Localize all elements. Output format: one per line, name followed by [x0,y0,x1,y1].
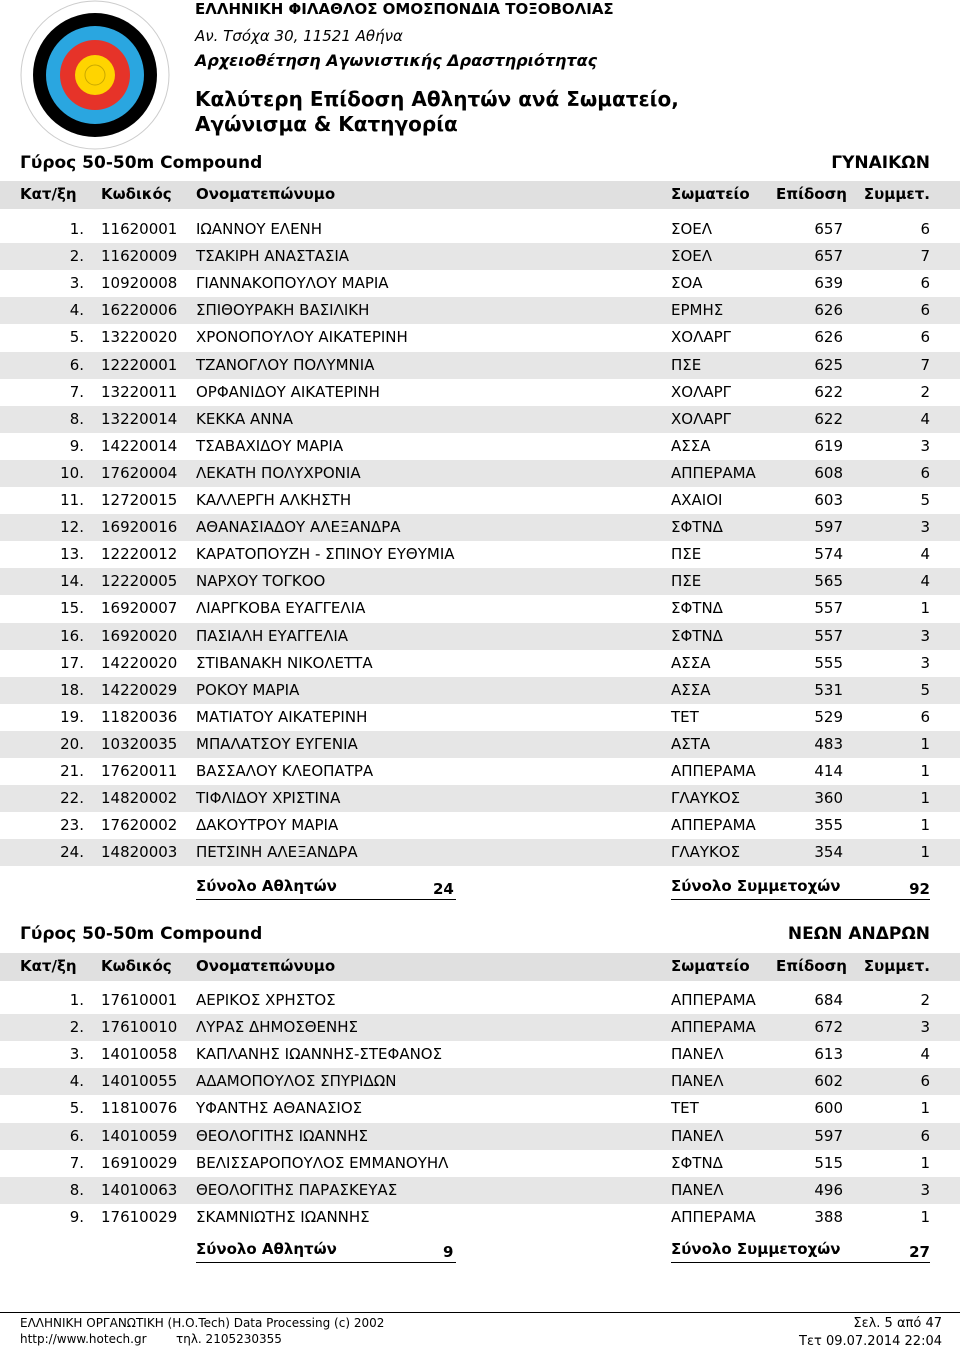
department-title: Αρχειοθέτηση Αγωνιστικής Δραστηριότητας [195,51,598,70]
totals-divider [671,899,930,900]
score-cell: 684 [814,991,843,1009]
name-cell: ΣΤΙΒΑΝΑΚΗ ΝΙΚΟΛΕΤΤΑ [196,653,373,672]
code-cell: 16920016 [101,518,178,537]
club-cell: ΑΠΠΕΡΑΜΑ [671,816,756,835]
code-cell: 12220012 [101,545,178,564]
code-cell: 10920008 [101,274,178,293]
rank-cell: 10. [60,463,84,482]
code-cell: 13220011 [101,382,178,401]
club-cell: ΠΑΝΕΛ [671,1126,724,1145]
participations-total-value: 27 [909,1243,930,1261]
participations-cell: 1 [920,734,930,753]
code-cell: 17610001 [101,991,178,1009]
table-row [0,324,960,351]
club-cell: ΠΑΝΕΛ [671,1045,724,1064]
club-cell: ΑΣΣΑ [671,680,711,699]
name-cell: ΤΙΦΛΙΔΟΥ ΧΡΙΣΤΙΝΑ [196,789,341,808]
athletes-total-label: Σύνολο Αθλητών [196,1240,337,1258]
code-cell: 14220020 [101,653,178,672]
score-cell: 354 [814,843,843,862]
rank-cell: 3. [69,1045,84,1064]
participations-cell: 1 [920,1099,930,1118]
score-cell: 483 [814,734,843,753]
club-cell: ΣΟΑ [671,274,703,293]
table-row [0,406,960,433]
name-cell: ΛΥΡΑΣ ΔΗΜΟΣΘΕΝΗΣ [196,1018,359,1037]
code-cell: 11620001 [101,220,178,238]
column-header-row [0,953,960,981]
col-category: Κατ/ξη [20,185,77,203]
col-participations: Συμμετ. [863,185,930,203]
participations-total-label: Σύνολο Συμμετοχών [671,1240,841,1258]
code-cell: 13220020 [101,328,178,347]
club-cell: ΑΣΤΑ [671,734,711,753]
code-cell: 14010063 [101,1180,178,1199]
code-cell: 17620002 [101,816,178,835]
rank-cell: 9. [69,436,84,455]
report-title-line2: Αγώνισμα & Κατηγορία [195,112,458,136]
club-cell: ΧΟΛΑΡΓ [671,328,732,347]
club-cell: ΣΦΤΝΔ [671,599,723,618]
code-cell: 17620011 [101,762,178,780]
rank-cell: 15. [60,599,84,618]
score-cell: 603 [814,491,843,509]
name-cell: ΚΕΚΚΑ ΑΝΝΑ [196,409,293,428]
name-cell: ΛΙΑΡΓΚΟΒΑ ΕΥΑΓΓΕΛΙΑ [196,599,366,618]
score-cell: 496 [814,1180,843,1199]
participations-cell: 6 [920,274,930,293]
col-score: Επίδοση [776,185,847,203]
rank-cell: 4. [69,1072,84,1091]
name-cell: ΑΘΑΝΑΣΙΑΔΟΥ ΑΛΕΞΑΝΔΡΑ [196,518,401,537]
footer-date: Τετ 09.07.2014 22:04 [799,1334,942,1349]
rank-cell: 11. [60,491,84,509]
code-cell: 14010055 [101,1072,178,1091]
club-cell: ΑΣΣΑ [671,653,711,672]
footer-phone: τηλ. 2105230355 [176,1332,282,1346]
rank-cell: 8. [69,409,84,428]
table-row [0,1150,960,1177]
section-round: Γύρος 50-50m Compound [20,153,263,173]
name-cell: ΒΕΛΙΣΣΑΡΟΠΟΥΛΟΣ ΕΜΜΑΝΟΥΗΛ [196,1153,449,1172]
rank-cell: 20. [60,734,84,753]
code-cell: 11810076 [101,1099,178,1118]
name-cell: ΤΣΑΚΙΡΗ ΑΝΑΣΤΑΣΙΑ [196,247,350,266]
score-cell: 597 [814,1126,843,1145]
code-cell: 13220014 [101,409,178,428]
rank-cell: 23. [60,816,84,835]
name-cell: ΚΑΛΛΕΡΓΗ ΑΛΚΗΣΤΗ [196,491,352,509]
report-title-line1: Καλύτερη Επίδοση Αθλητών ανά Σωματείο, [195,87,679,111]
rank-cell: 4. [69,301,84,320]
name-cell: ΝΑΡΧΟΥ ΤΟΓΚΟΟ [196,572,326,591]
club-cell: ΤΕΤ [671,707,699,726]
table-row [0,460,960,487]
club-cell: ΑΠΠΕΡΑΜΑ [671,991,756,1009]
table-row [0,595,960,622]
col-participations: Συμμετ. [863,957,930,975]
table-row [0,785,960,812]
participations-cell: 1 [920,843,930,862]
table-row [0,433,960,460]
score-cell: 622 [814,409,843,428]
club-cell: ΕΡΜΗΣ [671,301,724,320]
participations-cell: 2 [920,382,930,401]
code-cell: 14010059 [101,1126,178,1145]
participations-cell: 1 [920,1207,930,1226]
score-cell: 657 [814,220,843,238]
code-cell: 14820003 [101,843,178,862]
table-row [0,379,960,406]
score-cell: 360 [814,789,843,808]
column-header-row [0,181,960,209]
score-cell: 602 [814,1072,843,1091]
name-cell: ΘΕΟΛΟΓΙΤΗΣ ΙΩΑΝΝΗΣ [196,1126,368,1145]
name-cell: ΠΕΤΣΙΝΗ ΑΛΕΞΑΝΔΡΑ [196,843,358,862]
athletes-total-value: 24 [433,880,454,898]
footer-company: ΕΛΛΗΝΙΚΗ ΟΡΓΑΝΩΤΙΚΗ (Η.Ο.Tech) Data Processing (c) 2002 [20,1316,385,1330]
name-cell: ΣΚΑΜΝΙΩΤΗΣ ΙΩΑΝΝΗΣ [196,1207,370,1226]
rank-cell: 21. [60,762,84,780]
rank-cell: 6. [69,1126,84,1145]
name-cell: ΣΠΙΘΟΥΡΑΚΗ ΒΑΣΙΛΙΚΗ [196,301,370,320]
name-cell: ΓΙΑΝΝΑΚΟΠΟΥΛΟΥ ΜΑΡΙΑ [196,274,389,293]
club-cell: ΑΣΣΑ [671,436,711,455]
rank-cell: 19. [60,707,84,726]
table-row [0,243,960,270]
club-cell: ΠΣΕ [671,545,702,564]
table-row [0,677,960,704]
footer-page: Σελ. 5 από 47 [853,1316,942,1331]
table-row [0,704,960,731]
score-cell: 531 [814,680,843,699]
code-cell: 14820002 [101,789,178,808]
participations-cell: 4 [920,409,930,428]
section-category: ΓΥΝΑΙΚΩΝ [831,153,930,173]
code-cell: 12220001 [101,355,178,374]
section-round: Γύρος 50-50m Compound [20,924,263,944]
rank-cell: 7. [69,382,84,401]
name-cell: ΡΟΚΟΥ ΜΑΡΙΑ [196,680,300,699]
table-row [0,568,960,595]
participations-cell: 6 [920,1072,930,1091]
score-cell: 574 [814,545,843,564]
participations-cell: 3 [920,518,930,537]
participations-cell: 6 [920,707,930,726]
code-cell: 16920007 [101,599,178,618]
name-cell: ΜΠΑΛΑΤΣΟΥ ΕΥΓΕΝΙΑ [196,734,358,753]
club-cell: ΑΠΠΕΡΑΜΑ [671,463,756,482]
rank-cell: 9. [69,1207,84,1226]
section-category: ΝΕΩΝ ΑΝΔΡΩΝ [787,924,930,944]
participations-cell: 1 [920,816,930,835]
rank-cell: 1. [69,991,84,1009]
rank-cell: 5. [69,1099,84,1118]
table-row [0,1014,960,1041]
code-cell: 14010058 [101,1045,178,1064]
score-cell: 608 [814,463,843,482]
participations-cell: 6 [920,1126,930,1145]
rank-cell: 18. [60,680,84,699]
code-cell: 14220029 [101,680,178,699]
participations-cell: 1 [920,1153,930,1172]
name-cell: ΤΣΑΒΑΧΙΔΟΥ ΜΑΡΙΑ [196,436,344,455]
score-cell: 388 [814,1207,843,1226]
score-cell: 555 [814,653,843,672]
name-cell: ΤΖΑΝΟΓΛΟΥ ΠΟΛΥΜΝΙΑ [196,355,375,374]
name-cell: ΔΑΚΟΥΤΡΟΥ ΜΑΡΙΑ [196,816,339,835]
participations-cell: 6 [920,301,930,320]
athletes-total-label: Σύνολο Αθλητών [196,877,337,895]
score-cell: 613 [814,1045,843,1064]
name-cell: ΠΑΣΙΑΛΗ ΕΥΑΓΓΕΛΙΑ [196,626,349,645]
code-cell: 14220014 [101,436,178,455]
rank-cell: 3. [69,274,84,293]
participations-cell: 6 [920,328,930,347]
archery-target-logo [20,0,170,150]
col-category: Κατ/ξη [20,957,77,975]
club-cell: ΣΦΤΝΔ [671,1153,723,1172]
rank-cell: 1. [69,220,84,238]
name-cell: ΟΡΦΑΝΙΔΟΥ ΑΙΚΑΤΕΡΙΝΗ [196,382,380,401]
table-row [0,1095,960,1122]
footer-website[interactable]: http://www.hotech.gr [20,1332,147,1346]
rank-cell: 5. [69,328,84,347]
table-row [0,1068,960,1095]
col-code: Κωδικός [101,185,172,203]
participations-cell: 7 [920,355,930,374]
club-cell: ΧΟΛΑΡΓ [671,382,732,401]
club-cell: ΓΛΑΥΚΟΣ [671,789,741,808]
federation-name: ΕΛΛΗΝΙΚΗ ΦΙΛΑΘΛΟΣ ΟΜΟΣΠΟΝΔΙΑ ΤΟΞΟΒΟΛΙΑΣ [195,0,614,18]
code-cell: 12220005 [101,572,178,591]
club-cell: ΣΦΤΝΔ [671,626,723,645]
name-cell: ΒΑΣΣΑΛΟΥ ΚΛΕΟΠΑΤΡΑ [196,762,374,780]
table-row [0,623,960,650]
code-cell: 11820036 [101,707,178,726]
table-row [0,650,960,677]
club-cell: ΑΠΠΕΡΑΜΑ [671,1207,756,1226]
code-cell: 17620004 [101,463,178,482]
participations-cell: 2 [920,991,930,1009]
rank-cell: 13. [60,545,84,564]
score-cell: 597 [814,518,843,537]
athletes-total-value: 9 [443,1243,454,1261]
table-row [0,514,960,541]
code-cell: 17610029 [101,1207,178,1226]
score-cell: 619 [814,436,843,455]
participations-cell: 3 [920,436,930,455]
score-cell: 557 [814,599,843,618]
code-cell: 16920020 [101,626,178,645]
score-cell: 672 [814,1018,843,1037]
club-cell: ΣΟΕΛ [671,247,713,266]
table-row [0,839,960,866]
table-row [0,1041,960,1068]
col-club: Σωματείο [671,185,750,203]
footer-rule [0,1312,960,1313]
name-cell: ΛΕΚΑΤΗ ΠΟΛΥΧΡΟΝΙΑ [196,463,361,482]
score-cell: 626 [814,328,843,347]
code-cell: 16220006 [101,301,178,320]
score-cell: 625 [814,355,843,374]
col-name: Ονοματεπώνυμο [196,185,336,203]
score-cell: 355 [814,816,843,835]
participations-cell: 4 [920,1045,930,1064]
participations-cell: 4 [920,545,930,564]
col-code: Κωδικός [101,957,172,975]
totals-divider [196,1262,456,1263]
participations-cell: 6 [920,463,930,482]
participations-cell: 1 [920,599,930,618]
score-cell: 626 [814,301,843,320]
club-cell: ΠΣΕ [671,355,702,374]
col-name: Ονοματεπώνυμο [196,957,336,975]
table-row [0,352,960,379]
code-cell: 10320035 [101,734,178,753]
name-cell: ΑΔΑΜΟΠΟΥΛΟΣ ΣΠΥΡΙΔΩΝ [196,1072,397,1091]
name-cell: ΚΑΡΑΤΟΠΟΥΖΗ - ΣΠΙΝΟΥ ΕΥΘΥΜΙΑ [196,545,455,564]
participations-total-label: Σύνολο Συμμετοχών [671,877,841,895]
participations-cell: 3 [920,1018,930,1037]
score-cell: 529 [814,707,843,726]
participations-cell: 3 [920,626,930,645]
club-cell: ΠΣΕ [671,572,702,591]
name-cell: ΙΩΑΝΝΟΥ ΕΛΕΝΗ [196,220,323,238]
club-cell: ΣΦΤΝΔ [671,518,723,537]
name-cell: ΚΑΠΛΑΝΗΣ ΙΩΑΝΝΗΣ-ΣΤΕΦΑΝΟΣ [196,1045,443,1064]
table-row [0,1123,960,1150]
club-cell: ΑΧΑΙΟΙ [671,491,723,509]
club-cell: ΠΑΝΕΛ [671,1180,724,1199]
totals-divider [671,1262,930,1263]
participations-cell: 3 [920,653,930,672]
rank-cell: 2. [69,1018,84,1037]
rank-cell: 14. [60,572,84,591]
code-cell: 16910029 [101,1153,178,1172]
participations-total-value: 92 [909,880,930,898]
table-row [0,812,960,839]
totals-divider [196,899,456,900]
score-cell: 515 [814,1153,843,1172]
participations-cell: 4 [920,572,930,591]
rank-cell: 22. [60,789,84,808]
name-cell: ΘΕΟΛΟΓΙΤΗΣ ΠΑΡΑΣΚΕΥΑΣ [196,1180,398,1199]
name-cell: ΑΕΡΙΚΟΣ ΧΡΗΣΤΟΣ [196,991,336,1009]
participations-cell: 3 [920,1180,930,1199]
code-cell: 12720015 [101,491,178,509]
col-club: Σωματείο [671,957,750,975]
score-cell: 600 [814,1099,843,1118]
federation-address: Αν. Τσόχα 30, 11521 Αθήνα [195,27,403,45]
table-row [0,1177,960,1204]
score-cell: 565 [814,572,843,591]
rank-cell: 17. [60,653,84,672]
participations-cell: 1 [920,762,930,780]
code-cell: 11620009 [101,247,178,266]
table-row [0,270,960,297]
table-row [0,987,960,1014]
club-cell: ΓΛΑΥΚΟΣ [671,843,741,862]
club-cell: ΠΑΝΕΛ [671,1072,724,1091]
name-cell: ΜΑΤΙΑΤΟΥ ΑΙΚΑΤΕΡΙΝΗ [196,707,368,726]
table-row [0,541,960,568]
table-row [0,1204,960,1231]
score-cell: 622 [814,382,843,401]
rank-cell: 8. [69,1180,84,1199]
col-score: Επίδοση [776,957,847,975]
club-cell: ΑΠΠΕΡΑΜΑ [671,762,756,780]
code-cell: 17610010 [101,1018,178,1037]
participations-cell: 5 [920,680,930,699]
participations-cell: 7 [920,247,930,266]
table-row [0,297,960,324]
rank-cell: 7. [69,1153,84,1172]
club-cell: ΣΟΕΛ [671,220,713,238]
rank-cell: 12. [60,518,84,537]
name-cell: ΥΦΑΝΤΗΣ ΑΘΑΝΑΣΙΟΣ [196,1099,363,1118]
score-cell: 657 [814,247,843,266]
score-cell: 414 [814,762,843,780]
table-row [0,487,960,514]
score-cell: 557 [814,626,843,645]
rank-cell: 2. [69,247,84,266]
club-cell: ΤΕΤ [671,1099,699,1118]
name-cell: ΧΡΟΝΟΠΟΥΛΟΥ ΑΙΚΑΤΕΡΙΝΗ [196,328,408,347]
participations-cell: 6 [920,220,930,238]
rank-cell: 16. [60,626,84,645]
participations-cell: 5 [920,491,930,509]
participations-cell: 1 [920,789,930,808]
table-row [0,758,960,785]
rank-cell: 24. [60,843,84,862]
club-cell: ΑΠΠΕΡΑΜΑ [671,1018,756,1037]
table-row [0,216,960,243]
table-row [0,731,960,758]
score-cell: 639 [814,274,843,293]
club-cell: ΧΟΛΑΡΓ [671,409,732,428]
rank-cell: 6. [69,355,84,374]
